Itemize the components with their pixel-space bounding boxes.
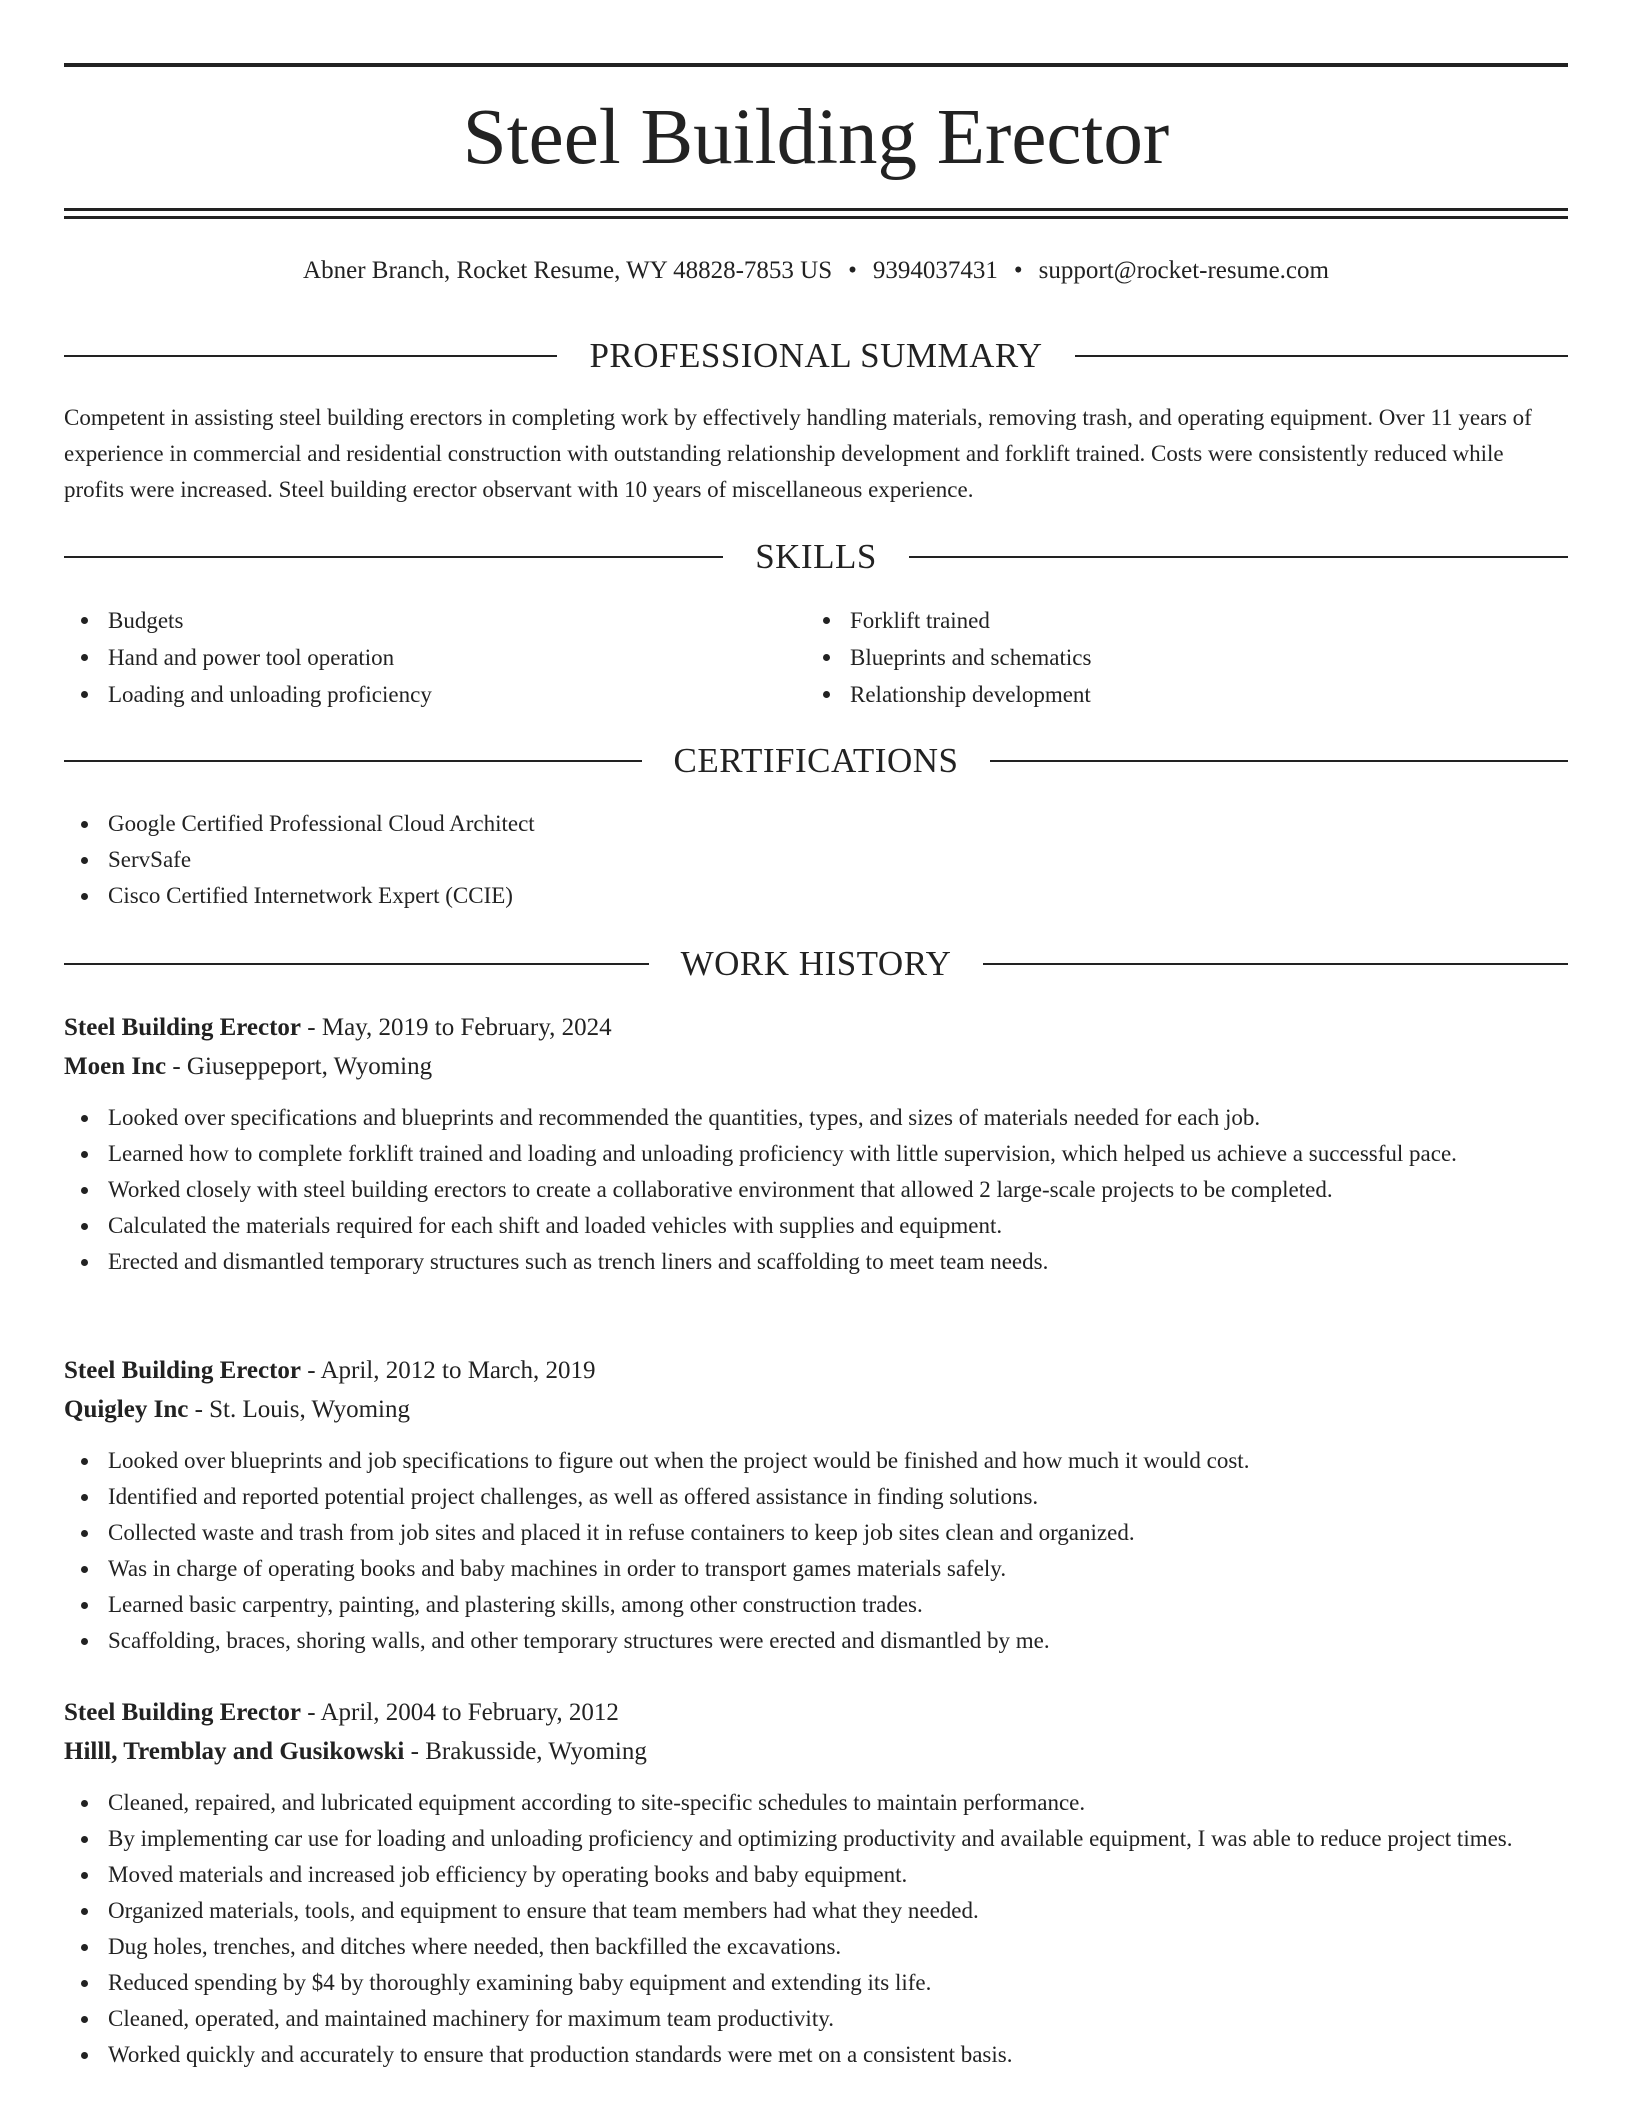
job-dates: - May, 2019 to February, 2024 <box>301 1014 612 1041</box>
job-title-line <box>64 1351 1568 1390</box>
certification-item: Cisco Certified Internetwork Expert (CCIE) <box>64 878 1568 914</box>
heading-rule <box>990 760 1568 762</box>
job-entry <box>64 1008 1568 1280</box>
summary-heading <box>64 334 1568 378</box>
job-bullet: Learned basic carpentry, painting, and plastering skills, among other construction trades. <box>64 1587 1568 1623</box>
job-bullet: Scaffolding, braces, shoring walls, and other temporary structures were erected and dismantled by me. <box>64 1623 1568 1659</box>
job-bullet: Calculated the materials required for each shift and loaded vehicles with supplies and equipment. <box>64 1208 1568 1244</box>
heading-rule <box>64 760 642 762</box>
job-bullet: Erected and dismantled temporary structures such as trench liners and scaffolding to meet team needs. <box>64 1244 1568 1280</box>
skill-item: Forklift trained <box>806 602 1548 639</box>
job-title-line <box>64 1008 1568 1047</box>
contact-separator: • <box>1013 257 1023 284</box>
contact-email: support@rocket-resume.com <box>1038 257 1329 284</box>
job-dates: - April, 2004 to February, 2012 <box>301 1699 619 1726</box>
job-company-line <box>64 1390 1568 1429</box>
skill-item: Budgets <box>64 602 806 639</box>
summary-heading-label: PROFESSIONAL SUMMARY <box>589 336 1043 375</box>
job-bullet: Identified and reported potential project challenges, as well as offered assistance in finding solutions. <box>64 1479 1568 1515</box>
job-bullets <box>64 1785 1568 2073</box>
job-company: Hilll, Tremblay and Gusikowski <box>64 1738 405 1765</box>
heading-rule <box>64 556 723 558</box>
job-company: Moen Inc <box>64 1053 167 1080</box>
job-title: Steel Building Erector <box>64 1699 302 1726</box>
job-bullet: Looked over specifications and blueprints and recommended the quantities, types, and sizes of materials needed for each job. <box>64 1100 1568 1136</box>
job-bullet: Worked quickly and accurately to ensure that production standards were met on a consistent basis. <box>64 2037 1568 2073</box>
job-bullets <box>64 1443 1568 1659</box>
heading-rule <box>1075 355 1568 357</box>
job-bullet: Dug holes, trenches, and ditches where needed, then backfilled the excavations. <box>64 1929 1568 1965</box>
job-bullets <box>64 1100 1568 1280</box>
certification-item: Google Certified Professional Cloud Architect <box>64 806 1568 842</box>
job-company: Quigley Inc <box>64 1396 189 1423</box>
heading-rule <box>909 556 1568 558</box>
contact-address: Abner Branch, Rocket Resume, WY 48828-7853 US <box>303 257 833 284</box>
contact-separator: • <box>848 257 857 284</box>
skills-heading-label: SKILLS <box>755 537 877 576</box>
job-bullet: By implementing car use for loading and unloading proficiency and optimizing productivity and available equipment, I was able to reduce project times. <box>64 1821 1568 1857</box>
contact-phone: 9394037431 <box>872 257 998 284</box>
skills-heading <box>64 535 1568 579</box>
certifications-list <box>64 806 1568 914</box>
header-bottom-rule-lower <box>64 216 1568 219</box>
job-dates: - April, 2012 to March, 2019 <box>301 1357 596 1384</box>
skill-item: Loading and unloading proficiency <box>64 676 806 713</box>
header-bottom-rule-upper <box>64 208 1568 211</box>
header-top-rule <box>64 63 1568 67</box>
summary-text: Competent in assisting steel building erectors in completing work by effectively handling materials, removing trash, and operating equipment. Over 11 years of experience in commercial and residential construction with outstanding relationship development and forklift trained. Costs were consistently reduced while profits were increased. Steel building erector observant with 10 years of miscellaneous experience. <box>64 405 1532 502</box>
job-bullet: Moved materials and increased job efficiency by operating books and baby equipment. <box>64 1857 1568 1893</box>
certification-item: ServSafe <box>64 842 1568 878</box>
skills-column-right <box>806 602 1548 713</box>
candidate-name: Steel Building Erector <box>462 94 1170 181</box>
heading-rule <box>64 355 557 357</box>
job-bullet: Worked closely with steel building erectors to create a collaborative environment that allowed 2 large-scale projects to be completed. <box>64 1172 1568 1208</box>
contact-line <box>64 254 1568 288</box>
job-title-line <box>64 1693 1568 1732</box>
job-title: Steel Building Erector <box>64 1014 302 1041</box>
job-location: - St. Louis, Wyoming <box>188 1396 410 1423</box>
job-bullet: Was in charge of operating books and baby machines in order to transport games materials safely. <box>64 1551 1568 1587</box>
job-location: - Giuseppeport, Wyoming <box>166 1053 433 1080</box>
heading-rule <box>64 963 649 965</box>
job-bullet: Cleaned, operated, and maintained machinery for maximum team productivity. <box>64 2001 1568 2037</box>
work-history-heading-label: WORK HISTORY <box>680 944 952 983</box>
job-entry <box>64 1351 1568 1659</box>
heading-rule <box>983 963 1568 965</box>
certifications-heading <box>64 739 1568 783</box>
job-title: Steel Building Erector <box>64 1357 302 1384</box>
job-company-line <box>64 1732 1568 1771</box>
job-entry <box>64 1693 1568 2073</box>
job-location: - Brakusside, Wyoming <box>404 1738 647 1765</box>
job-bullet: Reduced spending by $4 by thoroughly examining baby equipment and extending its life. <box>64 1965 1568 2001</box>
job-bullet: Looked over blueprints and job specifications to figure out when the project would be finished and how much it would cost. <box>64 1443 1568 1479</box>
certifications-heading-label: CERTIFICATIONS <box>673 741 959 780</box>
skills-list <box>64 602 1568 713</box>
skill-item: Hand and power tool operation <box>64 639 806 676</box>
job-company-line <box>64 1047 1568 1086</box>
job-bullet: Cleaned, repaired, and lubricated equipment according to site-specific schedules to maintain performance. <box>64 1785 1568 1821</box>
skill-item: Relationship development <box>806 676 1548 713</box>
job-bullet: Collected waste and trash from job sites and placed it in refuse containers to keep job sites clean and organized. <box>64 1515 1568 1551</box>
job-bullet: Organized materials, tools, and equipment to ensure that team members had what they needed. <box>64 1893 1568 1929</box>
work-history-heading <box>64 942 1568 986</box>
job-bullet: Learned how to complete forklift trained and loading and unloading proficiency with little supervision, which helped us achieve a successful pace. <box>64 1136 1568 1172</box>
skills-column-left <box>64 602 806 713</box>
skill-item: Blueprints and schematics <box>806 639 1548 676</box>
